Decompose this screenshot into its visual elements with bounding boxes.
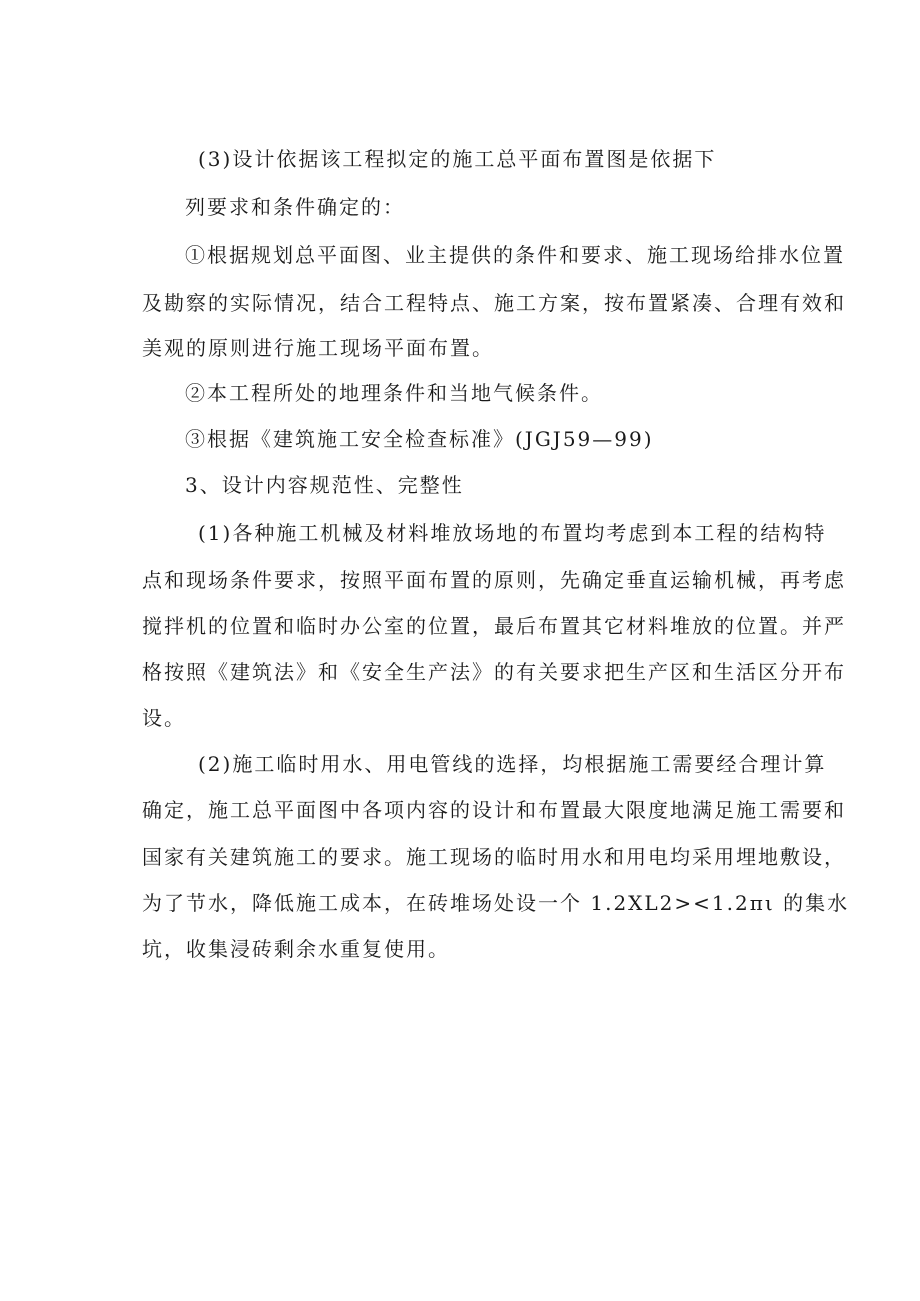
paragraph-line: (2)施工临时用水、用电管线的选择，均根据施工需要经合理计算: [198, 752, 827, 776]
paragraph-line: 设。: [142, 706, 186, 730]
paragraph-line: 列要求和条件确定的：: [185, 195, 405, 219]
paragraph-line: 确定，施工总平面图中各项内容的设计和布置最大限度地满足施工需要和: [142, 798, 846, 822]
paragraph-line: (1)各种施工机械及材料堆放场地的布置均考虑到本工程的结构特: [198, 521, 827, 545]
paragraph-line: (3)设计依据该工程拟定的施工总平面布置图是依据下: [198, 147, 717, 171]
paragraph-line: 及勘察的实际情况，结合工程特点、施工方案，按布置紧凑、合理有效和: [142, 291, 846, 315]
paragraph-line: ②本工程所处的地理条件和当地气候条件。: [185, 381, 603, 405]
paragraph-line: ③根据《建筑施工安全检查标准》(JGJ59—99): [185, 427, 654, 451]
paragraph-line: 坑，收集浸砖剩余水重复使用。: [142, 937, 450, 961]
paragraph-line: 格按照《建筑法》和《安全生产法》的有关要求把生产区和生活区分开布: [142, 660, 846, 684]
paragraph-line: 美观的原则进行施工现场平面布置。: [142, 336, 494, 360]
section-heading: 3、设计内容规范性、完整性: [185, 473, 464, 497]
paragraph-line: ①根据规划总平面图、业主提供的条件和要求、施工现场给排水位置: [185, 243, 845, 267]
paragraph-line: 点和现场条件要求，按照平面布置的原则，先确定垂直运输机械，再考虑: [142, 568, 846, 592]
paragraph-line: 为了节水，降低施工成本，在砖堆场处设一个 1.2XL2><1.2πι 的集水: [142, 891, 850, 915]
paragraph-line: 国家有关建筑施工的要求。施工现场的临时用水和用电均采用埋地敷设，: [142, 845, 846, 869]
paragraph-line: 搅拌机的位置和临时办公室的位置，最后布置其它材料堆放的位置。并严: [142, 614, 846, 638]
